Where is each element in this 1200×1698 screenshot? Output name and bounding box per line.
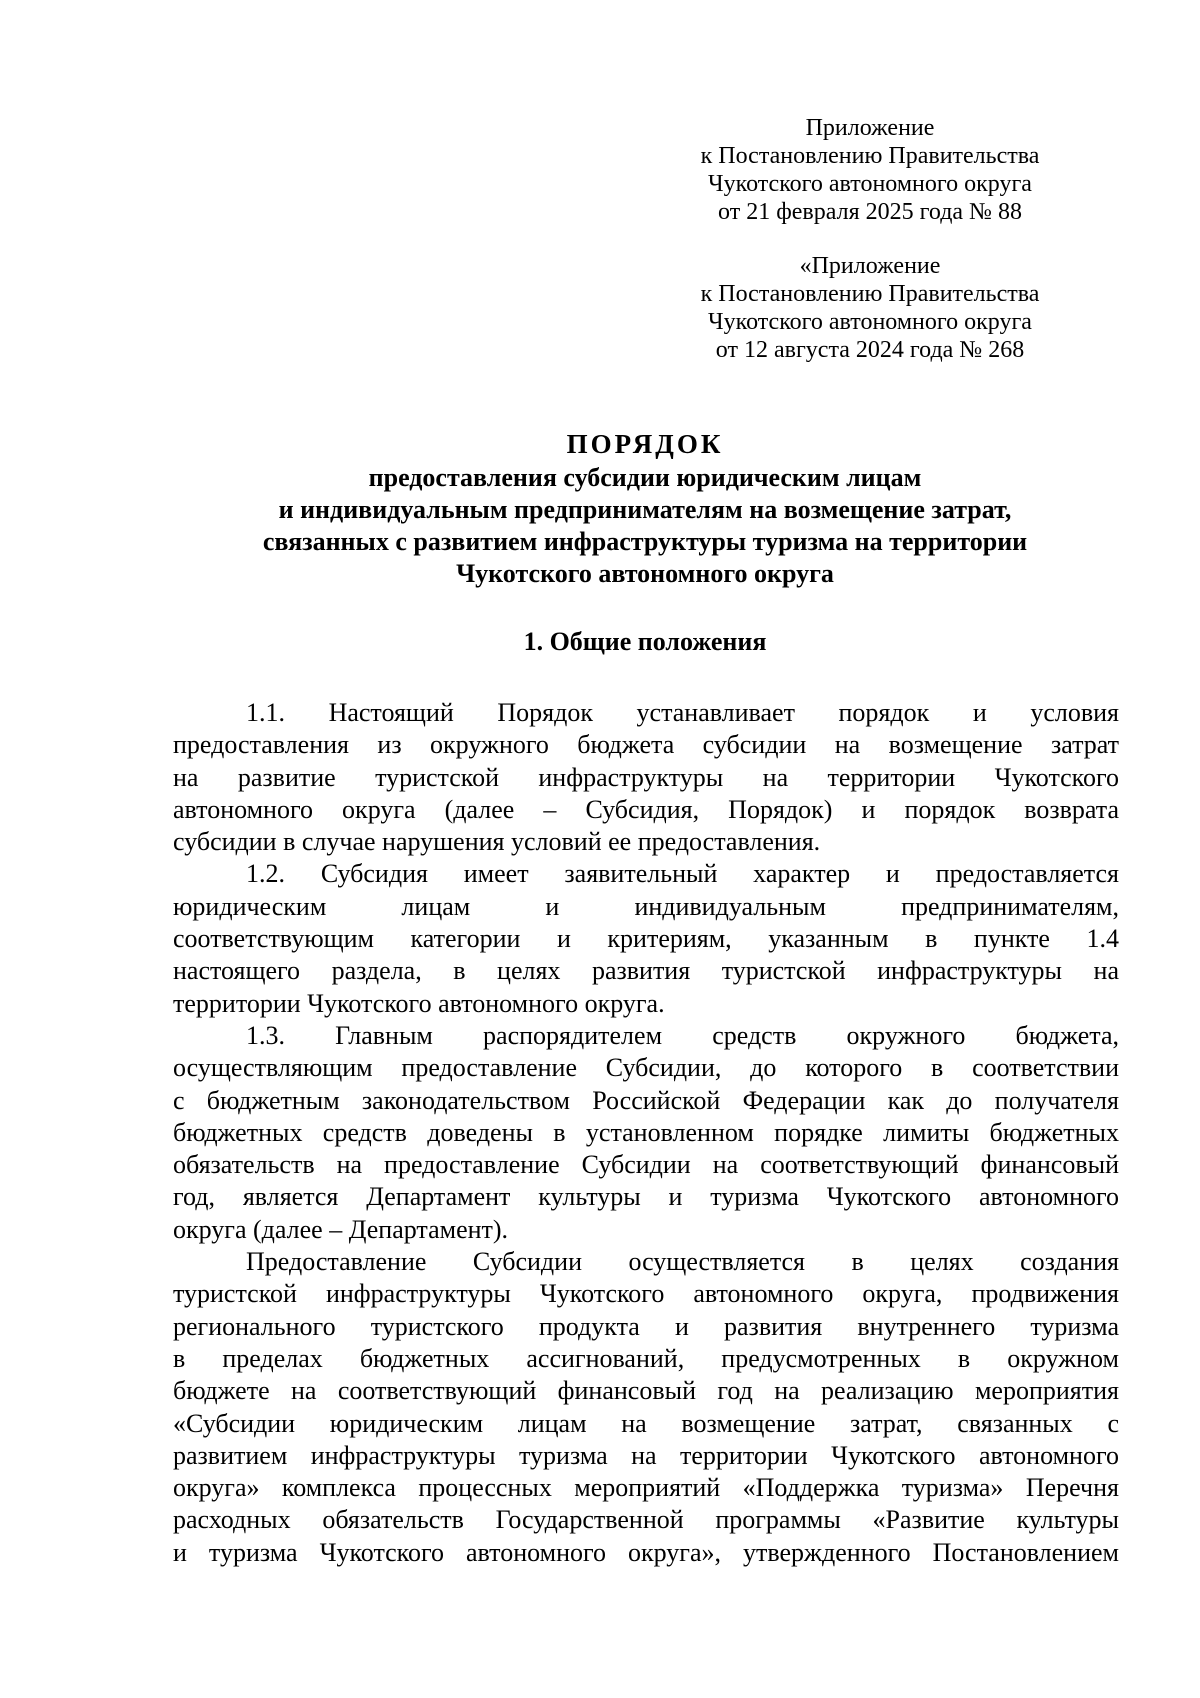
annex-region: Чукотского автономного округа xyxy=(708,171,1032,197)
paragraph-line: 1.1. Настоящий Порядок устанавливает порядок и условия xyxy=(246,698,1119,727)
paragraph-line: соответствующим категории и критериям, указанным в пункте 1.4 xyxy=(173,924,1119,954)
paragraph-1-2 xyxy=(173,858,1119,1019)
paragraph-line: регионального туристского продукта и развития внутреннего туризма xyxy=(173,1311,1119,1341)
paragraph-line: округа» комплекса процессных мероприятий «Поддержка туризма» Перечня xyxy=(173,1473,1119,1503)
paragraph-line: юридическим лицам и индивидуальным предпринимателям, xyxy=(173,891,1119,921)
title-line: связанных с развитием инфраструктуры туризма на территории xyxy=(262,527,1028,556)
title-main: ПОРЯДОК xyxy=(566,429,724,459)
annex-label: Приложение xyxy=(805,115,935,141)
paragraph-line: расходных обязательств Государственной программы «Развитие культуры xyxy=(173,1505,1119,1535)
annex-reference: к Постановлению Правительства xyxy=(700,143,1040,169)
annex-header-previous xyxy=(680,252,1060,364)
paragraph-line: территории Чукотского автономного округа. xyxy=(173,988,665,1018)
paragraph-line: обязательств на предоставление Субсидии на соответствующий финансовый xyxy=(173,1150,1119,1180)
paragraph-line: автономного округа (далее – Субсидия, Порядок) и порядок возврата xyxy=(173,794,1119,824)
annex-label: «Приложение xyxy=(799,253,941,279)
paragraph-line: 1.2. Субсидия имеет заявительный характер и предоставляется xyxy=(246,859,1119,889)
paragraph-line: 1.3. Главным распорядителем средств окружного бюджета, xyxy=(246,1020,1119,1050)
paragraph-line: туристской инфраструктуры Чукотского автономного округа, продвижения xyxy=(173,1279,1119,1309)
paragraph-line: предоставления из окружного бюджета субсидии на возмещение затрат xyxy=(173,730,1119,760)
paragraph-line: на развитие туристской инфраструктуры на территории Чукотского xyxy=(173,762,1119,792)
paragraph-line: Предоставление Субсидии осуществляется в целях создания xyxy=(246,1247,1119,1277)
paragraph-subsidy-purpose xyxy=(173,1246,1119,1569)
paragraph-line: год, является Департамент культуры и туризма Чукотского автономного xyxy=(173,1182,1119,1212)
paragraph-line: «Субсидии юридическим лицам на возмещение затрат, связанных с xyxy=(173,1408,1119,1438)
paragraph-line: с бюджетным законодательством Российской Федерации как до получателя xyxy=(173,1085,1119,1115)
paragraph-1-3 xyxy=(173,1020,1119,1246)
paragraph-line: в пределах бюджетных ассигнований, предусмотренных в окружном xyxy=(173,1343,1119,1373)
document-title xyxy=(150,428,1140,590)
annex-header-current xyxy=(680,114,1060,226)
section-body xyxy=(173,697,1119,1569)
paragraph-line: настоящего раздела, в целях развития туристской инфраструктуры на xyxy=(173,956,1119,986)
title-line: Чукотского автономного округа xyxy=(456,559,834,588)
paragraph-line: округа (далее – Департамент). xyxy=(173,1214,509,1244)
annex-region: Чукотского автономного округа xyxy=(708,309,1032,335)
section-heading: 1. Общие положения xyxy=(523,627,767,656)
paragraph-1-1 xyxy=(173,697,1119,858)
annex-date-number: от 12 августа 2024 года № 268 xyxy=(715,337,1025,363)
annex-date-number: от 21 февраля 2025 года № 88 xyxy=(718,199,1022,225)
title-line: предоставления субсидии юридическим лицам xyxy=(368,463,922,492)
paragraph-line: субсидии в случае нарушения условий ее предоставления. xyxy=(173,827,821,857)
title-line: и индивидуальным предпринимателям на возмещение затрат, xyxy=(278,495,1012,524)
paragraph-line: бюджете на соответствующий финансовый год на реализацию мероприятия xyxy=(173,1376,1119,1406)
paragraph-line: и туризма Чукотского автономного округа», утвержденного Постановлением xyxy=(173,1537,1119,1567)
paragraph-line: развитием инфраструктуры туризма на территории Чукотского автономного xyxy=(173,1440,1119,1470)
paragraph-line: бюджетных средств доведены в установленном порядке лимиты бюджетных xyxy=(173,1117,1119,1147)
annex-reference: к Постановлению Правительства xyxy=(700,281,1040,307)
paragraph-line: осуществляющим предоставление Субсидии, до которого в соответствии xyxy=(173,1053,1119,1083)
